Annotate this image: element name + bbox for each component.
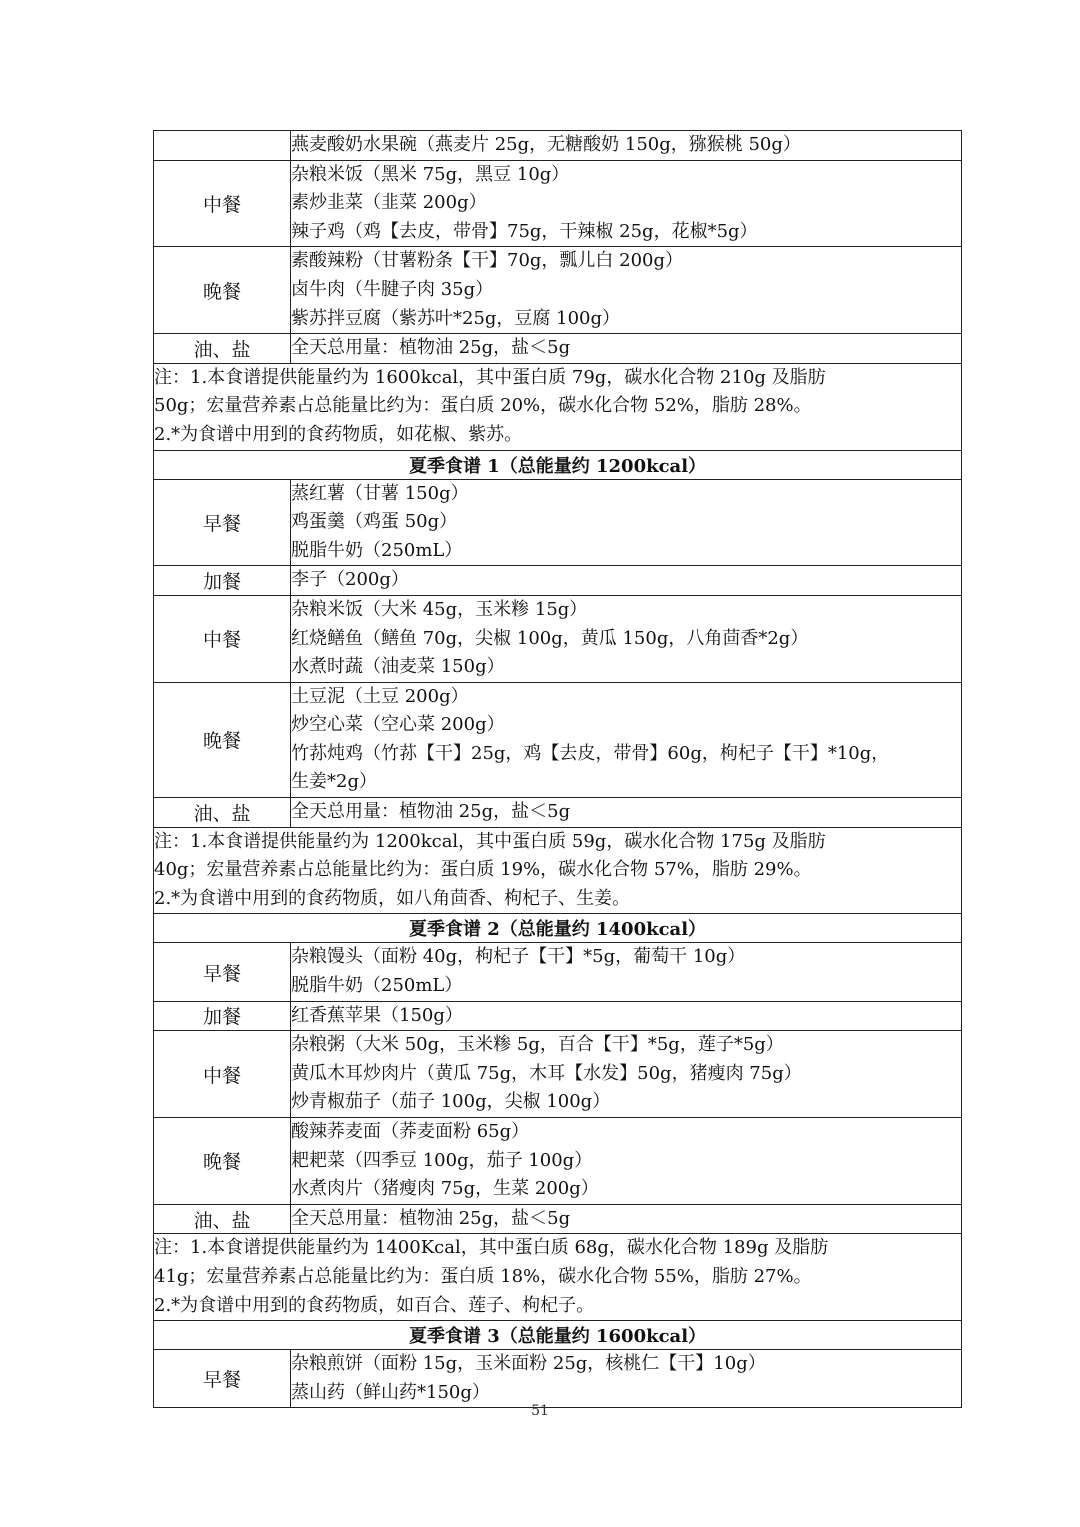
section-header-row	[154, 1321, 962, 1350]
list-item: 炒青椒茄子（茄子 100g，尖椒 100g）	[291, 1091, 611, 1113]
items-cell	[291, 943, 962, 1001]
list-item: 杂粮馒头（面粉 40g，枸杞子【干】*5g，葡萄干 10g）	[291, 946, 746, 968]
meal-label: 加餐	[154, 566, 291, 596]
table-row	[154, 160, 962, 247]
table-row	[154, 334, 962, 364]
page-number: 51	[531, 1403, 549, 1419]
list-item: 竹荪炖鸡（竹荪【干】25g，鸡【去皮，带骨】60g，枸杞子【干】*10g，	[291, 742, 890, 764]
table-row	[154, 566, 962, 596]
list-item: 素炒韭菜（韭菜 200g）	[291, 192, 487, 214]
list-item: 燕麦酸奶水果碗（燕麦片 25g，无糖酸奶 150g，猕猴桃 50g）	[291, 134, 801, 155]
note-line: 2.*为食谱中用到的食药物质，如八角茴香、枸杞子、生姜。	[154, 887, 631, 909]
list-item: 全天总用量：植物油 25g，盐＜5g	[291, 801, 571, 823]
table-row	[154, 363, 962, 450]
table-row	[154, 1234, 962, 1321]
meal-label: 中餐	[154, 160, 291, 247]
list-item: 李子（200g）	[291, 569, 409, 591]
note-line: 注：1.本食谱提供能量约为 1400Kcal，其中蛋白质 68g，碳水化合物 189g 及脂肪	[154, 1237, 829, 1259]
note-line: 41g；宏量营养素占总能量比约为：蛋白质 18%，碳水化合物 55%，脂肪 27%。	[154, 1265, 812, 1287]
meal-label: 晚餐	[154, 1118, 291, 1205]
table-row	[154, 682, 962, 797]
meal-label: 早餐	[154, 479, 291, 566]
note-cell	[154, 363, 962, 450]
section-title: 夏季食谱 1（总能量约 1200kcal）	[154, 450, 962, 479]
items-cell	[291, 160, 962, 247]
list-item: 杂粮粥（大米 50g，玉米糁 5g，百合【干】*5g，莲子*5g）	[291, 1034, 784, 1056]
items-cell	[291, 1350, 962, 1408]
table-row	[154, 1031, 962, 1118]
list-item: 杂粮煎饼（面粉 15g，玉米面粉 25g，核桃仁【干】10g）	[291, 1353, 766, 1375]
list-item: 黄瓜木耳炒肉片（黄瓜 75g，木耳【水发】50g，猪瘦肉 75g）	[291, 1062, 802, 1084]
list-item: 杂粮米饭（大米 45g，玉米糁 15g）	[291, 598, 588, 620]
meal-label: 加餐	[154, 1001, 291, 1031]
table-row	[154, 1204, 962, 1234]
table-row	[154, 1118, 962, 1205]
table-row	[154, 798, 962, 828]
meal-label: 晚餐	[154, 682, 291, 797]
list-item: 炒空心菜（空心菜 200g）	[291, 714, 505, 736]
table-row	[154, 131, 962, 161]
list-item: 辣子鸡（鸡【去皮，带骨】75g，干辣椒 25g，花椒*5g）	[291, 220, 758, 242]
table-row	[154, 943, 962, 1001]
table-row	[154, 595, 962, 682]
meal-label: 晚餐	[154, 247, 291, 334]
list-item: 鸡蛋羹（鸡蛋 50g）	[291, 511, 458, 533]
list-item: 蒸红薯（甘薯 150g）	[291, 482, 469, 504]
list-item: 红烧鳝鱼（鳝鱼 70g，尖椒 100g，黄瓜 150g，八角茴香*2g）	[291, 627, 809, 649]
note-line: 2.*为食谱中用到的食药物质，如百合、莲子、枸杞子。	[154, 1294, 595, 1316]
note-line: 注：1.本食谱提供能量约为 1600kcal，其中蛋白质 79g，碳水化合物 210g 及脂肪	[154, 366, 826, 388]
list-item: 水煮时蔬（油麦菜 150g）	[291, 656, 505, 678]
meal-cell-empty	[154, 131, 291, 161]
items-cell	[291, 1204, 962, 1234]
meal-label: 中餐	[154, 595, 291, 682]
meal-label: 早餐	[154, 1350, 291, 1408]
table-row	[154, 247, 962, 334]
section-header-row	[154, 914, 962, 943]
note-cell	[154, 827, 962, 914]
table-row	[154, 827, 962, 914]
meal-label: 油、盐	[154, 1204, 291, 1234]
list-item: 耙耙菜（四季豆 100g，茄子 100g）	[291, 1149, 593, 1171]
list-item: 卤牛肉（牛腱子肉 35g）	[291, 278, 494, 300]
items-cell	[291, 566, 962, 596]
recipe-table	[153, 130, 962, 1408]
list-item: 杂粮米饭（黑米 75g，黑豆 10g）	[291, 163, 570, 185]
note-cell	[154, 1234, 962, 1321]
note-line: 2.*为食谱中用到的食药物质，如花椒、紫苏。	[154, 423, 523, 445]
list-item: 土豆泥（土豆 200g）	[291, 685, 469, 707]
list-item: 素酸辣粉（甘薯粉条【干】70g，瓢儿白 200g）	[291, 250, 684, 272]
meal-label: 油、盐	[154, 334, 291, 364]
note-line: 40g；宏量营养素占总能量比约为：蛋白质 19%，碳水化合物 57%，脂肪 29%。	[154, 859, 812, 881]
items-cell	[291, 334, 962, 364]
note-line: 50g；宏量营养素占总能量比约为：蛋白质 20%，碳水化合物 52%，脂肪 28%。	[154, 395, 812, 417]
items-cell	[291, 247, 962, 334]
items-cell	[291, 479, 962, 566]
items-cell	[291, 1118, 962, 1205]
section-title: 夏季食谱 3（总能量约 1600kcal）	[154, 1321, 962, 1350]
meal-label: 油、盐	[154, 798, 291, 828]
items-cell	[291, 682, 962, 797]
meal-label: 中餐	[154, 1031, 291, 1118]
list-item: 生姜*2g）	[291, 771, 377, 793]
section-header-row	[154, 450, 962, 479]
list-item: 全天总用量：植物油 25g，盐＜5g	[291, 337, 571, 359]
list-item: 酸辣荞麦面（荞麦面粉 65g）	[291, 1121, 530, 1142]
items-cell	[291, 798, 962, 828]
list-item: 红香蕉苹果（150g）	[291, 1004, 463, 1026]
list-item: 紫苏拌豆腐（紫苏叶*25g，豆腐 100g）	[291, 307, 621, 329]
menu-document	[153, 130, 961, 1408]
note-line: 注：1.本食谱提供能量约为 1200kcal，其中蛋白质 59g，碳水化合物 175g 及脂肪	[154, 830, 826, 852]
meal-label: 早餐	[154, 943, 291, 1001]
items-cell	[291, 595, 962, 682]
table-row	[154, 479, 962, 566]
list-item: 脱脂牛奶（250mL）	[291, 539, 463, 561]
list-item: 全天总用量：植物油 25g，盐＜5g	[291, 1207, 571, 1229]
items-cell	[291, 1031, 962, 1118]
items-cell	[291, 131, 962, 161]
section-title: 夏季食谱 2（总能量约 1400kcal）	[154, 914, 962, 943]
table-row	[154, 1350, 962, 1408]
list-item: 水煮肉片（猪瘦肉 75g，生菜 200g）	[291, 1178, 599, 1200]
items-cell	[291, 1001, 962, 1031]
list-item: 蒸山药（鲜山药*150g）	[291, 1381, 490, 1403]
list-item: 脱脂牛奶（250mL）	[291, 975, 463, 997]
table-row	[154, 1001, 962, 1031]
